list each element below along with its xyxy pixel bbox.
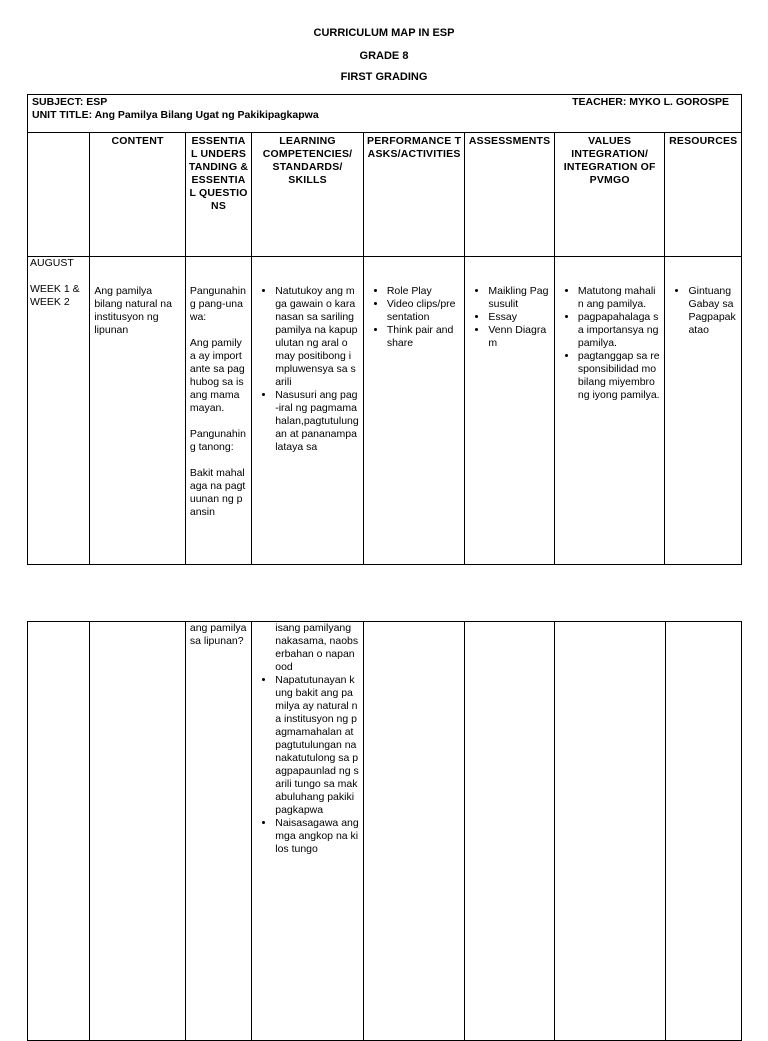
subject-label: SUBJECT: ESP xyxy=(32,96,108,108)
list-item: • Role Play xyxy=(387,285,461,298)
eq-text: Bakit mahalaga na pagtuunan ng pansin xyxy=(189,467,246,518)
header-learning: LEARNING COMPETENCIES/ STANDARDS/ SKILLS xyxy=(252,133,364,257)
list-item: • Maikling Pagsusulit xyxy=(488,285,549,311)
month-label: AUGUST xyxy=(30,257,74,269)
eq-label: Pangunahing tanong: xyxy=(189,428,246,453)
eu-text: Ang pamilya ay importante sa paghubog sa isang mamamayan. xyxy=(189,337,245,414)
list-item: • Venn Diagram xyxy=(488,324,549,350)
list-item: • Video clips/presentation xyxy=(387,298,461,324)
header-content: CONTENT xyxy=(90,133,186,257)
document-title: CURRICULUM MAP IN ESP xyxy=(313,27,455,39)
values-cell xyxy=(554,622,665,1041)
resources-cell xyxy=(665,622,741,1041)
header-blank xyxy=(28,133,90,257)
week-cell xyxy=(28,257,90,565)
performance-cell xyxy=(363,622,465,1041)
grading-label: FIRST GRADING xyxy=(340,71,428,83)
content-cell xyxy=(90,257,186,565)
table-row xyxy=(28,622,742,1041)
essential-cell xyxy=(185,257,251,565)
learning-cell xyxy=(252,622,364,1041)
eq-text-continued: ang pamilya sa lipunan? xyxy=(189,622,247,647)
list-item-continued: isang pamilyang nakasama, naobserbahan o napanood xyxy=(275,622,359,673)
assessments-cell xyxy=(465,622,555,1041)
week-cell xyxy=(28,622,90,1041)
list-item: • Think pair and share xyxy=(387,324,461,350)
table-row xyxy=(28,257,742,565)
header-values: VALUES INTEGRATION/ INTEGRATION OF PVMGO xyxy=(554,133,665,257)
content-text: Ang pamilya bilang natural na institusyon ng lipunan xyxy=(94,285,172,336)
info-row xyxy=(28,95,742,133)
list-item: • Matutong mahalin ang pamilya. xyxy=(578,285,661,311)
header-performance: PERFORMANCE TASKS/ACTIVITIES xyxy=(363,133,465,257)
list-item: • Naisasagawa ang mga angkop na kilos tungo xyxy=(275,817,359,856)
column-header-row xyxy=(28,133,742,257)
eu-label: Pangunahing pang-unawa: xyxy=(189,285,246,323)
grade-label: GRADE 8 xyxy=(359,50,409,62)
header-resources: RESOURCES xyxy=(665,133,742,257)
header-essential: ESSENTIAL UNDERSTANDING & ESSENTIAL QUESTIONS xyxy=(185,133,251,257)
list-item: • Essay xyxy=(488,311,549,324)
week-label: WEEK 1 & WEEK 2 xyxy=(30,283,80,308)
header-assessments: ASSESSMENTS xyxy=(465,133,554,257)
values-cell xyxy=(554,257,665,565)
assessments-cell xyxy=(465,257,554,565)
unit-title: UNIT TITLE: Ang Pamilya Bilang Ugat ng Pakikipagkapwa xyxy=(32,109,319,121)
resources-cell xyxy=(665,257,742,565)
learning-cell xyxy=(252,257,364,565)
list-item: • pagtanggap sa responsibilidad mo bilang miyembro ng iyong pamilya. xyxy=(578,350,661,402)
curriculum-table-continued xyxy=(27,621,742,1041)
content-cell xyxy=(90,622,186,1041)
list-item: • pagpapahalaga sa importansya ng pamilya. xyxy=(578,311,661,350)
list-item: • Gintuang Gabay sa Pagpapakatao xyxy=(688,285,737,337)
teacher-label: TEACHER: MYKO L. GOROSPE xyxy=(572,96,729,108)
essential-cell xyxy=(185,622,251,1041)
list-item: • Natutukoy ang mga gawain o karanasan sa sariling pamilya na kapupulutan ng aral o may positibong impluwensya sa sarili xyxy=(275,285,359,389)
performance-cell xyxy=(363,257,465,565)
list-item: • Napatutunayan kung bakit ang pamilya ay natural na institusyon ng pagmamahalan at pagtutulungan na nakatutulong sa pagpapaunlad ng sarili tungo sa makabuluhang pakikipagkapwa xyxy=(275,674,359,817)
curriculum-table xyxy=(27,94,742,565)
list-item: • Nasusuri ang pag-iral ng pagmamahalan,pagtutulungan at pananampalataya sa xyxy=(275,389,359,454)
